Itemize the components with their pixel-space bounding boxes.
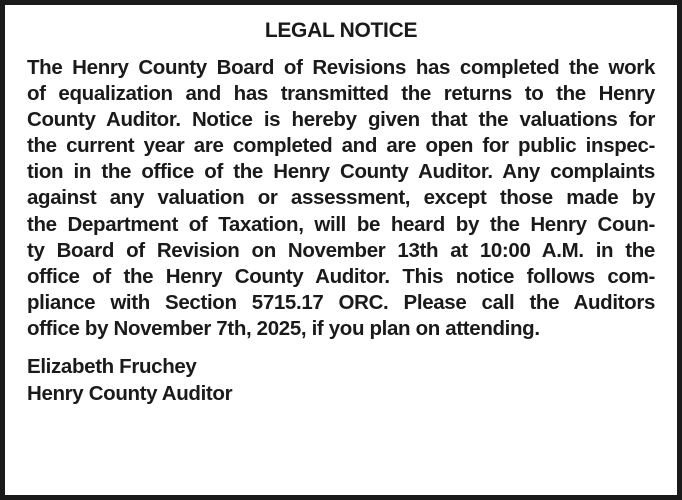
notice-body-line: tion in the office of the Henry County Auditor. Any complaints [27, 160, 655, 184]
notice-body-line: office of the Henry County Auditor. This notice follows com- [27, 264, 655, 288]
notice-body-line: County Auditor. Notice is hereby given that the valuations for [27, 108, 655, 132]
notice-title: LEGAL NOTICE [264, 19, 418, 42]
notice-body-line: pliance with Section 5715.17 ORC. Please call the Auditors [27, 290, 655, 314]
notice-body-line: the Department of Taxation, will be heard by the Henry Coun- [27, 212, 655, 236]
notice-body [27, 55, 655, 342]
signature-title: Henry County Auditor [27, 382, 233, 406]
signature-block [27, 353, 655, 407]
notice-body-line: The Henry County Board of Revisions has completed the work [27, 56, 655, 79]
notice-body-line: the current year are completed and are open for public inspec- [27, 134, 655, 158]
notice-body-line: against any valuation or assessment, except those made by [27, 186, 655, 210]
notice-body-line: of equalization and has transmitted the returns to the Henry [27, 82, 655, 106]
signature-name: Elizabeth Fruchey [27, 355, 197, 379]
notice-body-line: ty Board of Revision on November 13th at 10:00 A.M. in the [27, 238, 655, 262]
notice-body-line: office by November 7th, 2025, if you plan on attending. [27, 316, 540, 340]
